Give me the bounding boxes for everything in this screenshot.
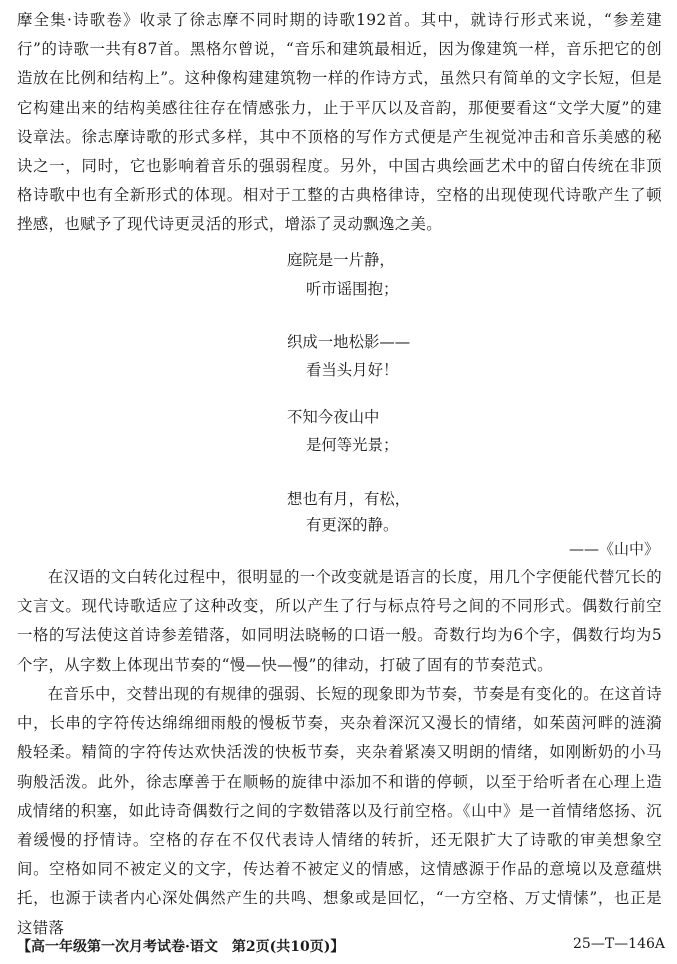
poem-line-8: 有更深的静。	[306, 516, 399, 534]
paragraph-3: 在音乐中，交替出现的有规律的强弱、长短的现象即为节奏，节奏是有变化的。在这首诗中，长串的字符传达绵绵细雨般的慢板节奏，夹杂着深沉又漫长的情绪，如茱茵河畔的涟漪般轻柔。精简的字符传达欢快活泼的快板节奏，夹杂着紧凑又明朗的情绪，如刚断奶的小马驹般活泼。此外，徐志摩善于在顺畅的旋律中添加不和谐的停顿，以至于给听者在心理上造成情绪的积塞，如此诗奇偶数行之间的字数错落以及行前空格。《山中》是一首情绪悠扬、沉着缓慢的抒情诗。空格的存在不仅代表诗人情绪的转折，还无限扩大了诗歌的审美想象空间。空格如同不被定义的文字，传达着不被定义的情感，这情感源于作品的意境以及意蕴烘托，也源于读者内心深处偶然产生的共鸣、想象或是回忆，“一方空格、万丈情愫”，也正是这错落	[17, 685, 662, 937]
poem-line-4: 看当头月好！	[306, 361, 399, 379]
page-footer	[17, 936, 665, 960]
poem-line-1: 庭院是一片静，	[287, 251, 395, 269]
poem-line-6: 是何等光景；	[306, 436, 399, 454]
poem-line-5: 不知今夜山中	[287, 408, 380, 426]
exam-code: 25—T—146A	[573, 936, 665, 952]
poem-attribution: ——《山中》	[568, 540, 659, 558]
poem-line-2: 听市谣围抱；	[306, 280, 399, 298]
poem-line-7: 想也有月，有松，	[287, 490, 411, 508]
paragraph-2: 在汉语的文白转化过程中，很明显的一个改变就是语言的长度，用几个字便能代替冗长的文言文。现代诗歌适应了这种改变，所以产生了行与标点符号之间的不同形式。偶数行前空一格的写法使这首诗参差错落，如同明法晓畅的口语一般。奇数行均为6个字，偶数行均为5个字，从字数上体现出节奏的“慢—快—慢”的律动，打破了固有的节奏范式。	[17, 568, 662, 674]
paragraph-1: 摩全集·诗歌卷》收录了徐志摩不同时期的诗歌192首。其中，就诗行形式来说，“参差建行”的诗歌一共有87首。黑格尔曾说，“音乐和建筑最相近，因为像建筑一样，音乐把它的创造放在比例和结构上”。这种像构建建筑物一样的作诗方式，虽然只有简单的文字长短，但是它构建出来的结构美感往往存在情感张力，止于平仄以及音韵，那便要看这“文学大厦”的建设章法。徐志摩诗歌的形式多样，其中不顶格的写作方式便是产生视觉冲击和音乐美感的秘诀之一，同时，它也影响着音乐的强弱程度。另外，中国古典绘画艺术中的留白传统在非顶格诗歌中也有全新形式的体现。相对于工整的古典格律诗，空格的出现使现代诗歌产生了顿挫感，也赋予了现代诗更灵活的形式，增添了灵动飘逸之美。	[17, 11, 662, 234]
exam-title: 【高一年级第一次月考试卷·语文 第2页(共10页)】	[17, 939, 345, 955]
poem-line-3: 织成一地松影——	[287, 333, 411, 351]
